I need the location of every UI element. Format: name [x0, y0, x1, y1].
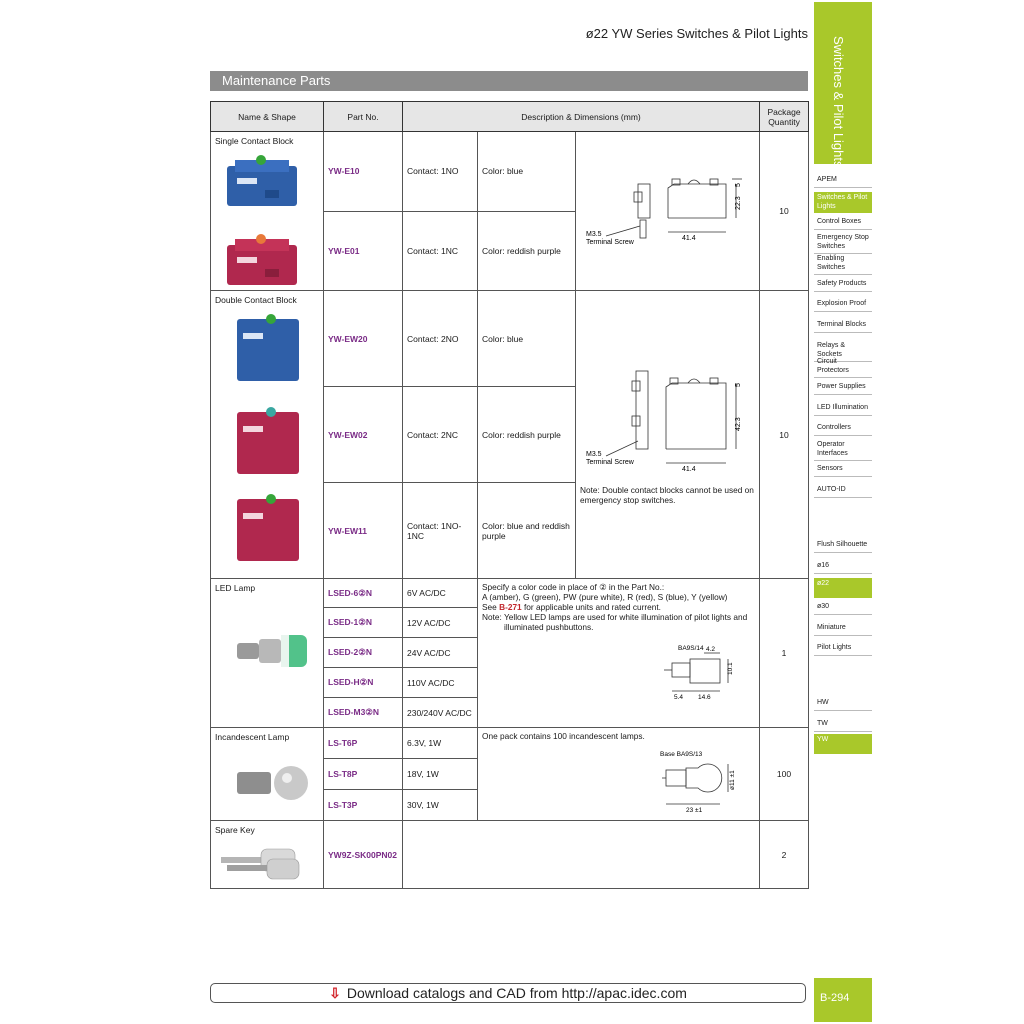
dimension-top: 5: [735, 183, 742, 187]
download-banner[interactable]: [210, 983, 806, 1003]
side-nav-item-yw[interactable]: YW: [814, 734, 872, 754]
category-side-tab[interactable]: [814, 2, 872, 168]
header-name-shape: Name & Shape: [211, 102, 324, 132]
single-block-dimension-drawing: [576, 132, 760, 290]
side-nav-item-control-boxes[interactable]: Control Boxes: [814, 216, 872, 230]
voltage-spec: 6V AC/DC: [403, 579, 478, 608]
part-number: YW-E01: [324, 211, 403, 291]
table-row: [211, 132, 809, 212]
mixed-double-block-image: [229, 491, 309, 565]
led-dim-d2: 10.1: [727, 662, 734, 675]
header-part-no: Part No.: [324, 102, 403, 132]
part-number: YW-EW11: [324, 483, 403, 579]
part-number: LS-T3P: [324, 790, 403, 821]
led-dim-l1: 5.4: [674, 694, 684, 701]
page-header-title: ø22 YW Series Switches & Pilot Lights: [585, 26, 808, 41]
incandescent-description-cell: [478, 728, 760, 821]
side-nav-item-sensors[interactable]: Sensors: [814, 463, 872, 477]
part-number: YW-E10: [324, 132, 403, 212]
side-nav-item-phi30[interactable]: ø30: [814, 601, 872, 615]
side-nav-item-relays[interactable]: Relays & Sockets: [814, 340, 872, 362]
side-nav-item-pilot-lights[interactable]: Pilot Lights: [814, 642, 872, 656]
side-nav-item-operator-interfaces[interactable]: Operator Interfaces: [814, 439, 872, 461]
download-banner-text: Download catalogs and CAD from http://apac.idec.com: [346, 985, 687, 1001]
dimension-height: 22.3: [735, 196, 742, 210]
spare-key-cell: [211, 821, 324, 889]
part-number: YW-EW20: [324, 291, 403, 387]
incandescent-lamp-image: [233, 758, 317, 808]
color-spec: Color: blue: [478, 291, 576, 387]
side-nav-item-flush-silhouette[interactable]: Flush Silhouette: [814, 539, 872, 553]
dimension-width: 41.4: [682, 235, 696, 242]
contact-spec: Contact: 1NO: [403, 132, 478, 212]
header-description: Description & Dimensions (mm): [403, 102, 760, 132]
side-nav-item-enabling[interactable]: Enabling Switches: [814, 253, 872, 275]
side-nav-item-circuit-protectors[interactable]: Circuit Protectors: [814, 356, 872, 378]
voltage-spec: 230/240V AC/DC: [403, 698, 478, 728]
blue-contact-block-image: [221, 152, 311, 212]
led-note-3: See B-271 for applicable units and rated current.: [482, 602, 661, 612]
category-side-tab-label: Switches & Pilot Lights: [831, 36, 846, 168]
category-label: LED Lamp: [215, 583, 256, 593]
package-quantity: 10: [760, 132, 809, 291]
voltage-spec: 24V AC/DC: [403, 638, 478, 668]
table-row: [211, 821, 809, 889]
purple-contact-block-image: [221, 231, 311, 291]
category-label: Spare Key: [215, 825, 255, 835]
led-note-1: Specify a color code in place of ② in the Part No.:: [482, 582, 665, 592]
side-nav-item-led-illumination[interactable]: LED Illumination: [814, 402, 872, 416]
voltage-spec: 12V AC/DC: [403, 608, 478, 638]
side-nav-item-apem[interactable]: APEM: [814, 174, 872, 188]
category-label: Single Contact Block: [215, 136, 294, 146]
dimension-height: 42.3: [735, 417, 742, 431]
led-description-cell: [478, 579, 760, 728]
incandescent-dimension-drawing: [658, 746, 758, 816]
contact-spec: Contact: 2NO: [403, 291, 478, 387]
color-spec: Color: blue and reddish purple: [478, 483, 576, 579]
voltage-spec: 18V, 1W: [403, 759, 478, 790]
led-note-5: illuminated pushbuttons.: [504, 622, 594, 632]
led-dim-l2: 14.6: [698, 694, 711, 701]
part-number: LSED-2②N: [324, 638, 403, 668]
table-row: [211, 291, 809, 387]
side-nav-item-switches[interactable]: Switches & Pilot Lights: [814, 192, 872, 213]
category-label: Incandescent Lamp: [215, 732, 290, 742]
incandescent-note: One pack contains 100 incandescent lamps.: [482, 731, 645, 741]
led-dim-d1: 4.2: [706, 646, 716, 653]
double-block-dimension-drawing: [576, 291, 760, 481]
incandescent-dim-diameter: ø11 ±1: [729, 770, 736, 790]
side-nav-item-phi22[interactable]: ø22: [814, 578, 872, 598]
double-block-dimension-cell: [576, 291, 760, 579]
single-block-dimension-cell: [576, 132, 760, 291]
incandescent-base-label: Base BA9S/13: [660, 751, 703, 758]
double-contact-block-cell: [211, 291, 324, 579]
side-nav-item-explosion-proof[interactable]: Explosion Proof: [814, 298, 872, 312]
purple-double-block-image: [229, 404, 309, 478]
side-nav-item-hw[interactable]: HW: [814, 697, 872, 711]
side-nav-item-tw[interactable]: TW: [814, 718, 872, 732]
side-nav-item-miniature[interactable]: Miniature: [814, 622, 872, 636]
download-icon: ⇩: [329, 985, 341, 1001]
package-quantity: 1: [760, 579, 809, 728]
package-quantity: 10: [760, 291, 809, 579]
part-number: YW9Z-SK00PN02: [324, 821, 403, 889]
part-number: LSED-H②N: [324, 668, 403, 698]
dimension-top: 5: [735, 383, 742, 387]
part-number: YW-EW02: [324, 387, 403, 483]
double-block-note: Note: Double contact blocks cannot be used on emergency stop switches.: [580, 485, 754, 505]
color-spec: Color: reddish purple: [478, 387, 576, 483]
side-nav-item-power-supplies[interactable]: Power Supplies: [814, 381, 872, 395]
package-quantity: 2: [760, 821, 809, 889]
voltage-spec: 6.3V, 1W: [403, 728, 478, 759]
maintenance-parts-table: [210, 101, 809, 889]
package-quantity: 100: [760, 728, 809, 821]
color-spec: Color: blue: [478, 132, 576, 212]
side-nav-item-auto-id[interactable]: AUTO-ID: [814, 484, 872, 498]
header-package-quantity: Package Quantity: [760, 102, 809, 132]
color-spec: Color: reddish purple: [478, 211, 576, 291]
spare-key-image: [217, 837, 317, 881]
table-row: [211, 579, 809, 608]
part-number: LSED-1②N: [324, 608, 403, 638]
table-header-row: [211, 102, 809, 132]
led-base-label: BA9S/14: [678, 645, 704, 652]
led-lamp-cell: [211, 579, 324, 728]
led-note-2: A (amber), G (green), PW (pure white), R (red), S (blue), Y (yellow): [482, 592, 728, 602]
side-nav-item-terminal-blocks[interactable]: Terminal Blocks: [814, 319, 872, 333]
screw-label-2: Terminal Screw: [586, 459, 634, 466]
part-number: LS-T6P: [324, 728, 403, 759]
side-nav-item-safety[interactable]: Safety Products: [814, 278, 872, 292]
page-reference-link[interactable]: B-271: [499, 602, 522, 612]
section-title-bar: Maintenance Parts: [210, 71, 808, 91]
screw-label: M3.5: [586, 231, 602, 238]
side-nav-item-controllers[interactable]: Controllers: [814, 422, 872, 436]
incandescent-lamp-cell: [211, 728, 324, 821]
led-note-4: Note: Yellow LED lamps are used for white illumination of pilot lights and: [482, 612, 748, 622]
part-number: LSED-M3②N: [324, 698, 403, 728]
voltage-spec: 30V, 1W: [403, 790, 478, 821]
led-lamp-dimension-drawing: [658, 645, 758, 709]
page-number-tab: B-294: [814, 978, 872, 1022]
category-label: Double Contact Block: [215, 295, 297, 305]
contact-spec: Contact: 1NC: [403, 211, 478, 291]
contact-spec: Contact: 2NC: [403, 387, 478, 483]
single-contact-block-cell: [211, 132, 324, 291]
screw-label-2: Terminal Screw: [586, 239, 634, 246]
blue-double-block-image: [229, 311, 309, 385]
dimension-width: 41.4: [682, 466, 696, 473]
part-number: LS-T8P: [324, 759, 403, 790]
part-number: LSED-6②N: [324, 579, 403, 608]
empty-description: [403, 821, 760, 889]
contact-spec: Contact: 1NO-1NC: [403, 483, 478, 579]
led-lamp-image: [233, 629, 317, 675]
table-row: [211, 728, 809, 759]
voltage-spec: 110V AC/DC: [403, 668, 478, 698]
side-nav-item-phi16[interactable]: ø16: [814, 560, 872, 574]
screw-label: M3.5: [586, 451, 602, 458]
incandescent-dim-length: 23 ±1: [686, 807, 703, 814]
side-nav-item-emergency-stop[interactable]: Emergency Stop Switches: [814, 232, 872, 254]
